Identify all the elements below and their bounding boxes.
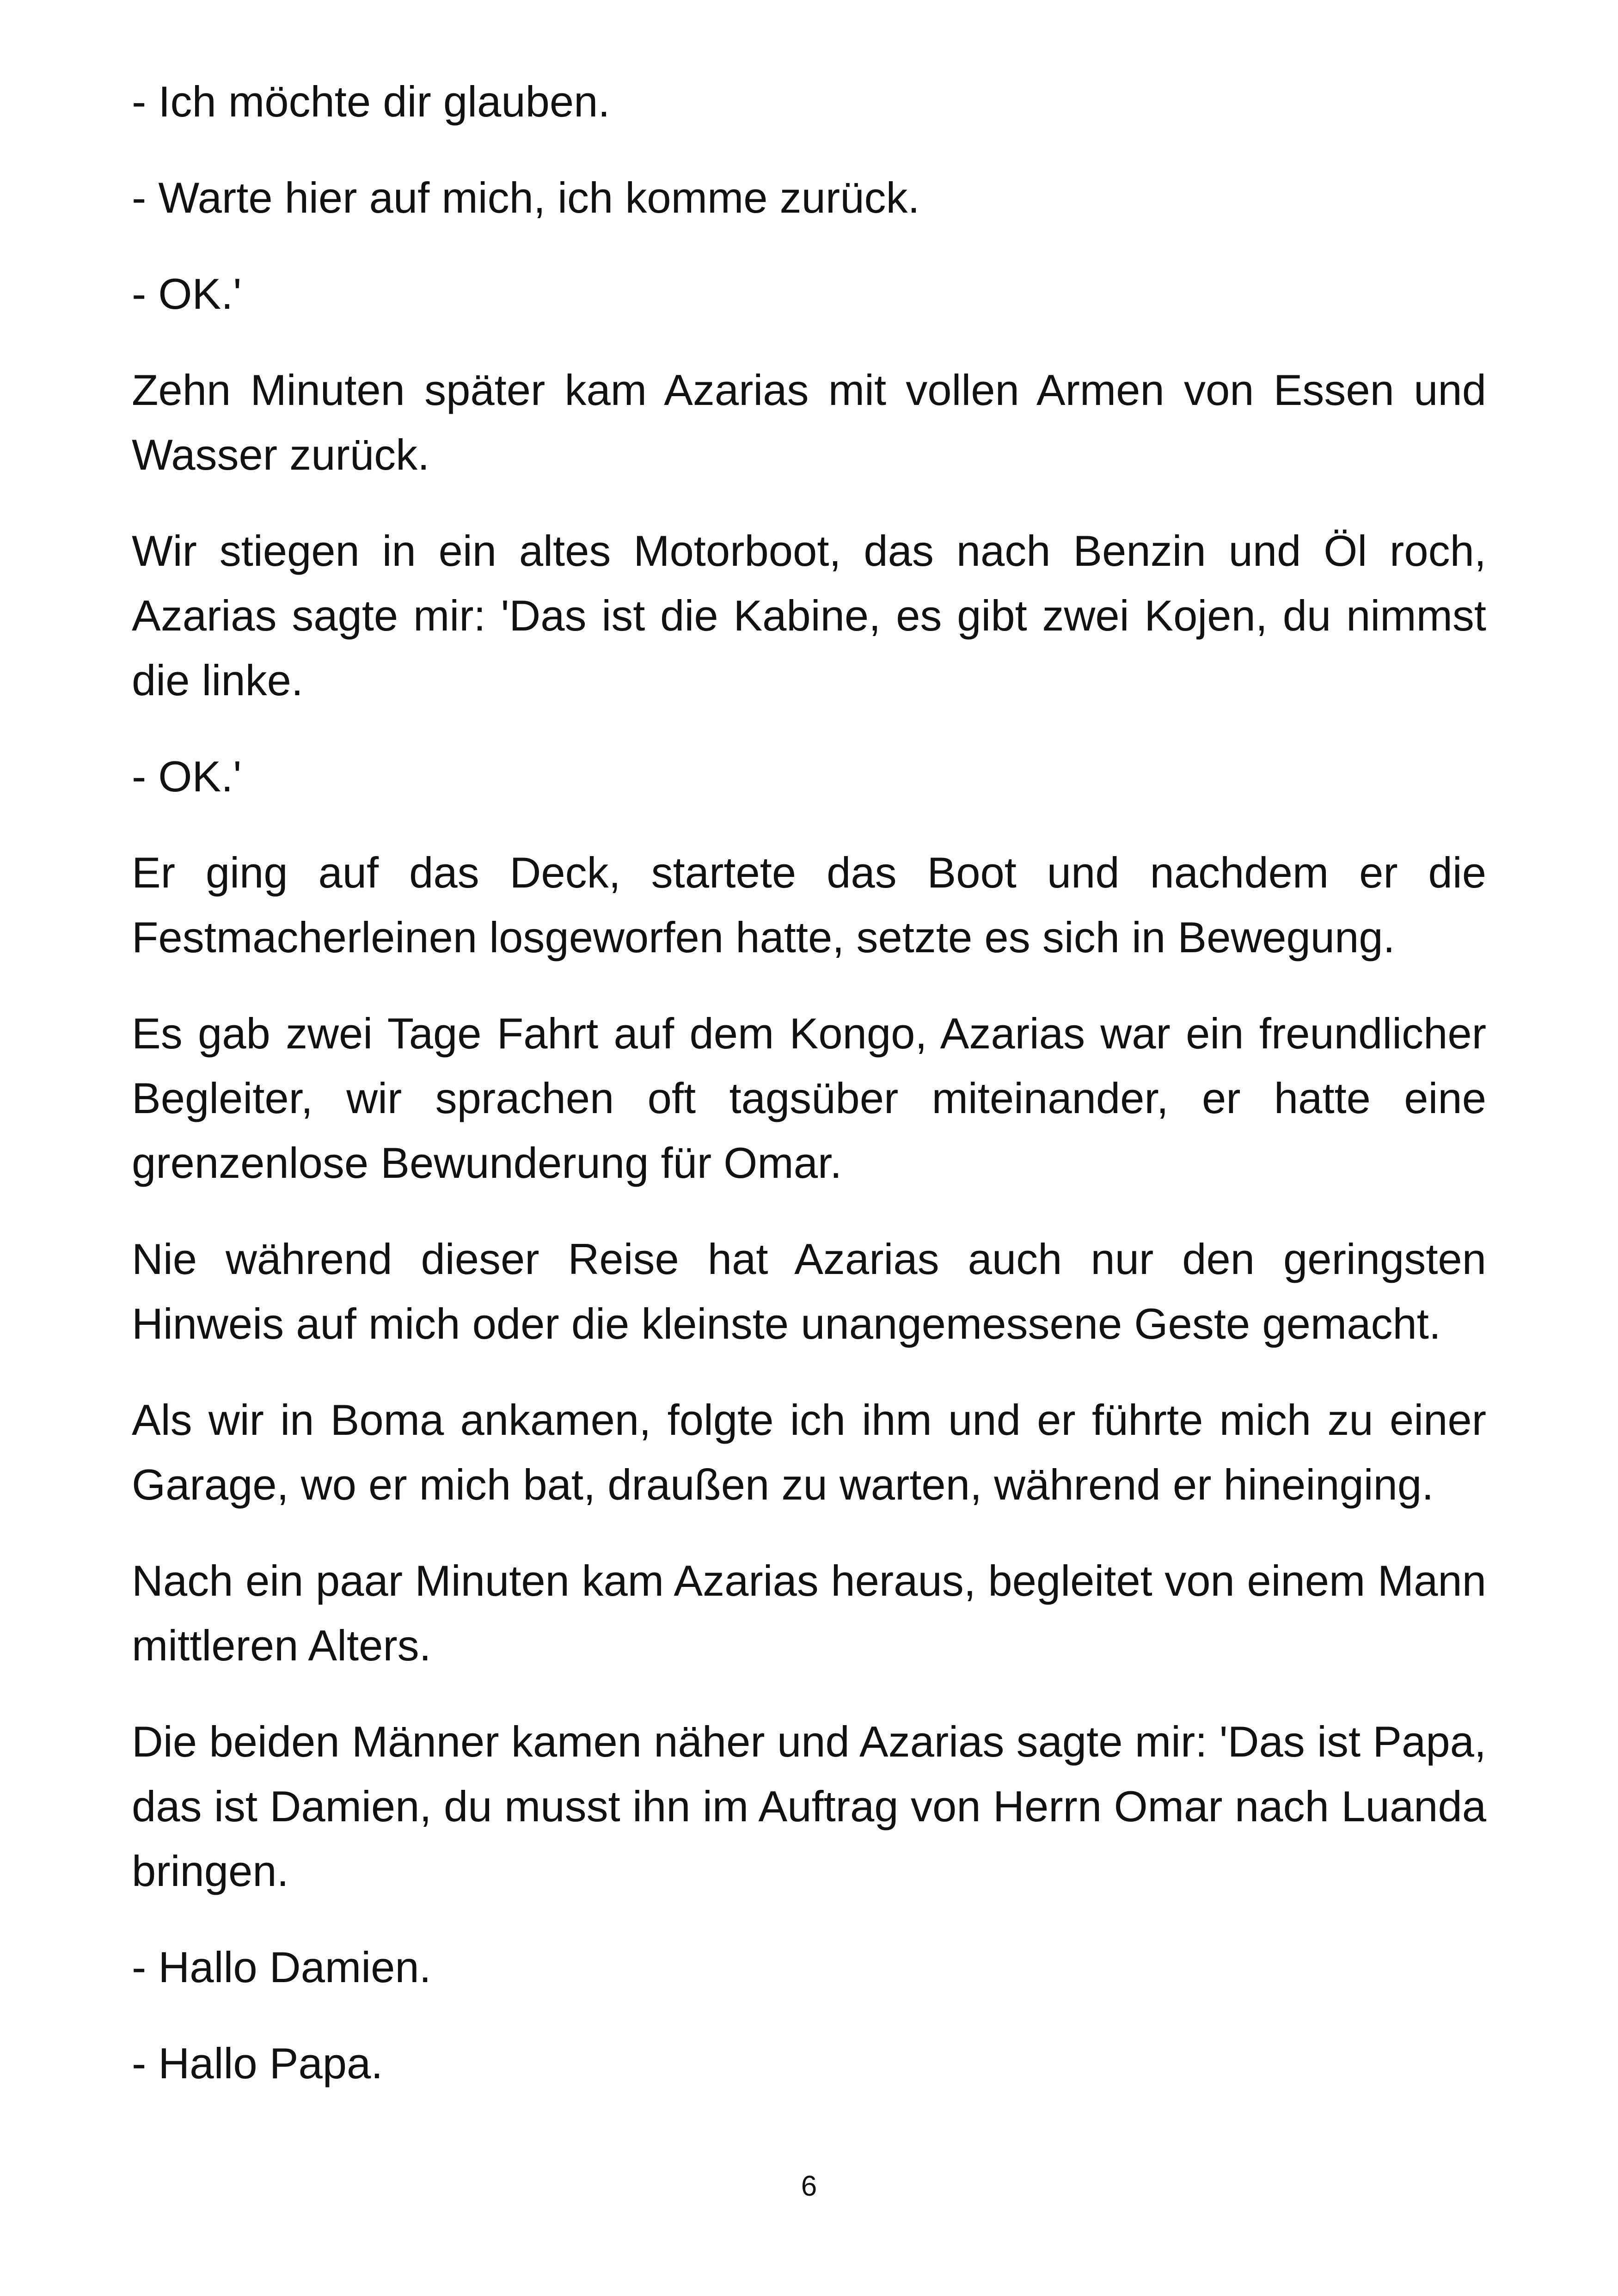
paragraph: Als wir in Boma ankamen, folgte ich ihm und er führte mich zu einer Garage, wo er mich bat, draußen zu warten, während er hineinging. [132, 1396, 1486, 1509]
paragraph: Wir stiegen in ein altes Motorboot, das nach Benzin und Öl roch, Azarias sagte mir: 'Das ist die Kabine, es gibt zwei Kojen, du nimmst die linke. [132, 527, 1486, 704]
paragraph-dialogue: - Hallo Damien. [132, 1943, 431, 1991]
body-text [132, 69, 1486, 2127]
paragraph: Es gab zwei Tage Fahrt auf dem Kongo, Azarias war ein freundlicher Begleiter, wir sprachen oft tagsüber miteinander, er hatte eine grenzenlose Bewunderung für Omar. [132, 1009, 1486, 1187]
paragraph-dialogue: - Warte hier auf mich, ich komme zurück. [132, 173, 920, 222]
paragraph-dialogue: - Ich möchte dir glauben. [132, 77, 610, 126]
paragraph: Zehn Minuten später kam Azarias mit vollen Armen von Essen und Wasser zurück. [132, 366, 1486, 479]
paragraph-dialogue: - Hallo Papa. [132, 2039, 383, 2088]
paragraph: Nach ein paar Minuten kam Azarias heraus, begleitet von einem Mann mittleren Alters. [132, 1556, 1486, 1670]
paragraph-dialogue: - OK.' [132, 269, 242, 318]
page-number: 6 [801, 2170, 817, 2202]
paragraph-dialogue: - OK.' [132, 752, 242, 801]
paragraph: Nie während dieser Reise hat Azarias auch nur den geringsten Hinweis auf mich oder die kleinste unangemessene Geste gemacht. [132, 1235, 1486, 1348]
paragraph: Die beiden Männer kamen näher und Azarias sagte mir: 'Das ist Papa, das ist Damien, du musst ihn im Auftrag von Herrn Omar nach Luanda bringen. [132, 1717, 1486, 1895]
paragraph: Er ging auf das Deck, startete das Boot und nachdem er die Festmacherleinen losgeworfen hatte, setzte es sich in Bewegung. [132, 848, 1486, 961]
